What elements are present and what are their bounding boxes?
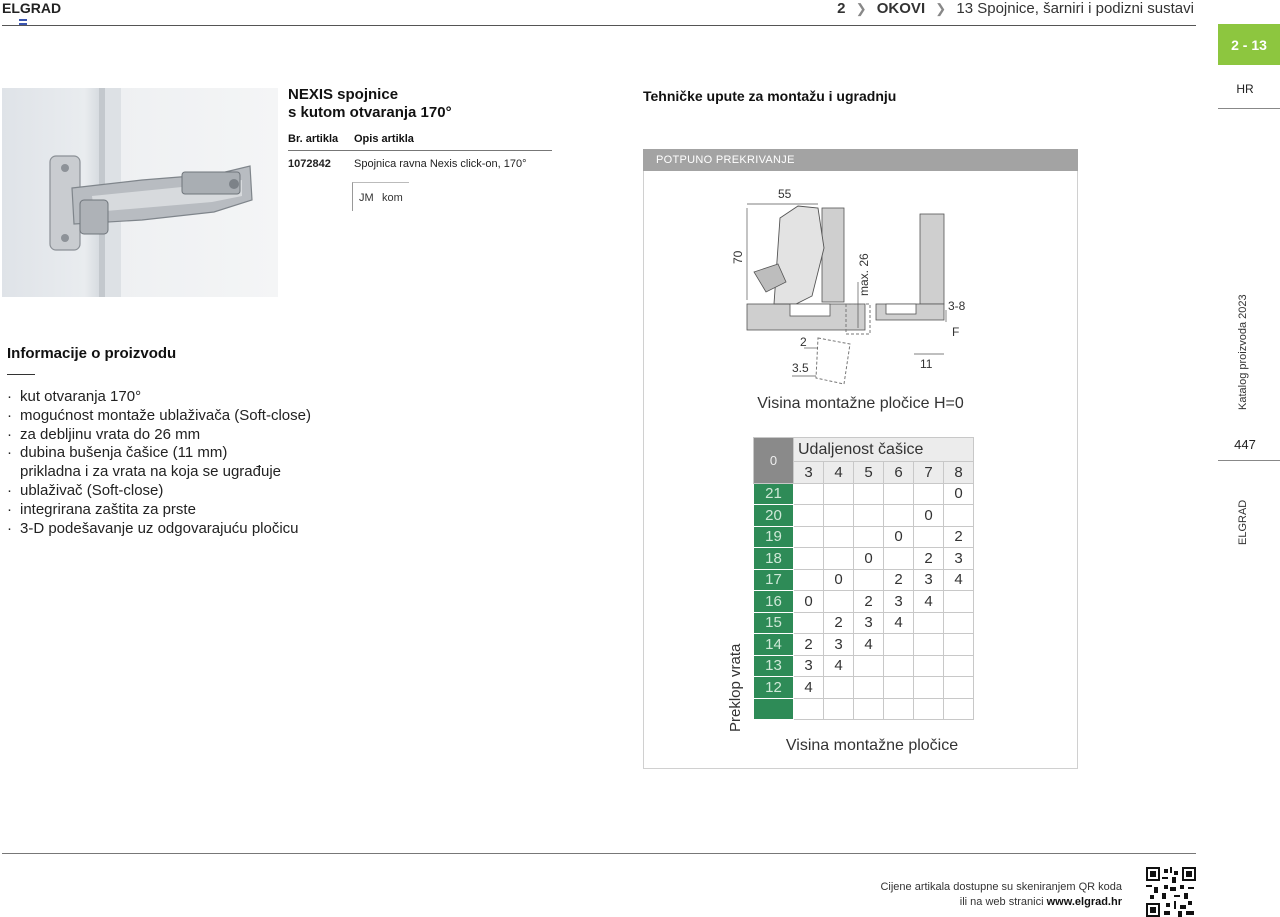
- table-cell: [854, 505, 884, 527]
- dim-11: 11: [920, 357, 933, 371]
- list-item: · dubina bušenja čašice (11 mm): [7, 444, 228, 462]
- table-cell: [914, 612, 944, 634]
- table-cell: [854, 483, 884, 505]
- table-cell: [884, 483, 914, 505]
- sidebar-divider: [1218, 108, 1280, 109]
- unit-label: JM: [359, 192, 374, 204]
- table-cell: [884, 634, 914, 656]
- breadcrumb-section[interactable]: OKOVI: [876, 0, 926, 17]
- column-header: 8: [944, 462, 974, 484]
- table-cell: [854, 526, 884, 548]
- breadcrumb: [837, 0, 1194, 17]
- table-cell: [854, 569, 884, 591]
- table-cell: [914, 698, 944, 720]
- product-photo: [2, 88, 278, 297]
- mounting-drawing: [700, 178, 980, 390]
- breadcrumb-chapter[interactable]: 2: [837, 0, 846, 17]
- table-caption: Visina montažne pločice: [785, 737, 959, 754]
- row-header: 20: [754, 505, 794, 527]
- table-cell: [854, 698, 884, 720]
- list-item: prikladna i za vrata na koja se ugrađuje: [20, 463, 281, 481]
- table-cell: 2: [914, 548, 944, 570]
- table-cell: 4: [914, 591, 944, 613]
- article-table-header: [288, 133, 414, 145]
- table-row: [288, 158, 527, 170]
- table-row: [754, 612, 974, 634]
- technical-title: Tehničke upute za montažu i ugradnju: [643, 88, 897, 104]
- plate-caption: Visina montažne pločice H=0: [757, 395, 964, 412]
- sidebar-brand: ELGRAD: [1237, 499, 1249, 545]
- table-cell: [794, 698, 824, 720]
- breadcrumb-subsection[interactable]: Spojnice, šarniri i podizni sustavi: [977, 0, 1194, 17]
- product-title-line: s kutom otvaranja 170°: [288, 104, 452, 121]
- list-item: · kut otvaranja 170°: [7, 388, 142, 405]
- row-header: [754, 698, 794, 720]
- diagram-band-label: POTPUNO PREKRIVANJE: [656, 154, 795, 166]
- article-number: 1072842: [288, 158, 331, 170]
- table-cell: [824, 548, 854, 570]
- table-cell: 3: [794, 655, 824, 677]
- dim-2: 2: [800, 335, 807, 349]
- table-corner: 0: [754, 438, 794, 484]
- row-header: 15: [754, 612, 794, 634]
- list-item: · ublaživač (Soft-close): [7, 481, 164, 499]
- table-cell: [944, 634, 974, 656]
- row-header: 17: [754, 569, 794, 591]
- product-title: [288, 86, 452, 122]
- sidebar-divider: [1218, 460, 1280, 461]
- language-label[interactable]: HR: [1236, 82, 1254, 96]
- unit-box: [352, 182, 409, 211]
- table-cell: [944, 505, 974, 527]
- dim-max-26: max. 26: [857, 253, 871, 296]
- table-row: [754, 677, 974, 699]
- breadcrumb-subsection-number[interactable]: 13: [956, 0, 974, 17]
- table-cell: 3: [884, 591, 914, 613]
- column-header-article: Br. artikla: [288, 133, 339, 145]
- table-cell: 4: [824, 655, 854, 677]
- column-header: 6: [884, 462, 914, 484]
- brand-mark: [19, 19, 27, 21]
- row-header: 18: [754, 548, 794, 570]
- list-item: · za debljinu vrata do 26 mm: [7, 425, 201, 443]
- table-cell: 0: [914, 505, 944, 527]
- table-cell: 4: [944, 569, 974, 591]
- row-header: 14: [754, 634, 794, 656]
- diagram-band: [643, 149, 1078, 171]
- info-divider: [7, 374, 35, 375]
- page-number: 447: [1234, 437, 1256, 452]
- table-cell: 2: [824, 612, 854, 634]
- table-row: [754, 634, 974, 656]
- table-cell: 3: [944, 548, 974, 570]
- table-cell: [854, 677, 884, 699]
- row-header: 19: [754, 526, 794, 548]
- dim-F: F: [952, 325, 960, 339]
- table-cell: [884, 677, 914, 699]
- table-cell: [884, 698, 914, 720]
- qr-code-icon[interactable]: [1146, 867, 1196, 917]
- column-group-header: Udaljenost čašice: [794, 438, 974, 462]
- table-cell: [944, 677, 974, 699]
- table-cell: [794, 483, 824, 505]
- chevron-right-icon: ❯: [855, 1, 867, 16]
- website-link[interactable]: www.elgrad.hr: [1046, 896, 1122, 908]
- column-header: 5: [854, 462, 884, 484]
- table-cell: [824, 483, 854, 505]
- table-cell: [914, 483, 944, 505]
- table-cell: 3: [824, 634, 854, 656]
- distance-table: [753, 437, 974, 720]
- row-header: 21: [754, 483, 794, 505]
- table-row: [754, 505, 974, 527]
- table-cell: 4: [884, 612, 914, 634]
- table-cell: [944, 591, 974, 613]
- table-cell: 2: [854, 591, 884, 613]
- column-header: 4: [824, 462, 854, 484]
- table-cell: [914, 655, 944, 677]
- dim-55: 55: [778, 187, 792, 201]
- table-row: [754, 591, 974, 613]
- footer-line: ili na web stranici: [959, 896, 1044, 908]
- table-row: [754, 655, 974, 677]
- table-cell: [854, 655, 884, 677]
- feature-list: [7, 388, 311, 538]
- table-row: [754, 526, 974, 548]
- table-cell: [824, 698, 854, 720]
- chapter-tab-badge[interactable]: 2 - 13: [1218, 24, 1280, 65]
- chevron-right-icon: ❯: [935, 1, 947, 16]
- column-header: 3: [794, 462, 824, 484]
- table-cell: 2: [944, 526, 974, 548]
- footer-divider: [2, 853, 1196, 854]
- table-cell: [914, 677, 944, 699]
- table-cell: [944, 612, 974, 634]
- table-row: [754, 698, 974, 720]
- table-cell: 0: [944, 483, 974, 505]
- table-row: [754, 483, 974, 505]
- hinge-icon: [2, 88, 278, 297]
- dim-3-5: 3.5: [792, 361, 809, 375]
- table-cell: [824, 677, 854, 699]
- dim-70: 70: [731, 250, 745, 264]
- table-cell: [914, 526, 944, 548]
- footer-note: [880, 880, 1122, 910]
- column-header: 7: [914, 462, 944, 484]
- article-table-divider: [288, 150, 552, 151]
- brand-logo: ELGRAD: [2, 0, 62, 16]
- list-item: · 3-D podešavanje uz odgovarajuću pločicu: [7, 519, 299, 537]
- product-title-line: NEXIS spojnice: [288, 86, 399, 103]
- footer-line: Cijene artikala dostupne su skeniranjem QR koda: [880, 881, 1122, 893]
- table-cell: [884, 655, 914, 677]
- table-row: [754, 569, 974, 591]
- table-cell: 2: [794, 634, 824, 656]
- table-cell: 0: [884, 526, 914, 548]
- table-cell: [944, 698, 974, 720]
- header-divider: [2, 25, 1196, 26]
- list-item: · mogućnost montaže ublaživača (Soft-close): [7, 406, 311, 424]
- dim-3-8: 3-8: [948, 299, 966, 313]
- table-cell: [794, 505, 824, 527]
- table-cell: 4: [794, 677, 824, 699]
- table-cell: [884, 548, 914, 570]
- table-cell: [884, 505, 914, 527]
- table-cell: [824, 526, 854, 548]
- table-cell: [824, 505, 854, 527]
- row-header: 13: [754, 655, 794, 677]
- table-cell: 3: [854, 612, 884, 634]
- table-cell: 0: [854, 548, 884, 570]
- table-row: [754, 548, 974, 570]
- table-cell: [914, 634, 944, 656]
- table-cell: [944, 655, 974, 677]
- table-cell: 2: [884, 569, 914, 591]
- row-header: 12: [754, 677, 794, 699]
- table-cell: 3: [914, 569, 944, 591]
- row-axis-label: Preklop vrata: [727, 643, 744, 732]
- table-cell: 0: [794, 591, 824, 613]
- table-cell: 4: [854, 634, 884, 656]
- list-item: · integrirana zaštita za prste: [7, 500, 196, 518]
- table-cell: [824, 591, 854, 613]
- info-title: Informacije o proizvodu: [7, 345, 177, 362]
- row-header: 16: [754, 591, 794, 613]
- table-cell: 0: [824, 569, 854, 591]
- column-header-description: Opis artikla: [354, 133, 414, 145]
- catalog-label: Katalog proizvoda 2023: [1237, 294, 1249, 410]
- table-cell: [794, 548, 824, 570]
- article-description: Spojnica ravna Nexis click-on, 170°: [354, 158, 527, 170]
- table-cell: [794, 612, 824, 634]
- unit-value: kom: [382, 192, 403, 204]
- table-cell: [794, 526, 824, 548]
- table-cell: [794, 569, 824, 591]
